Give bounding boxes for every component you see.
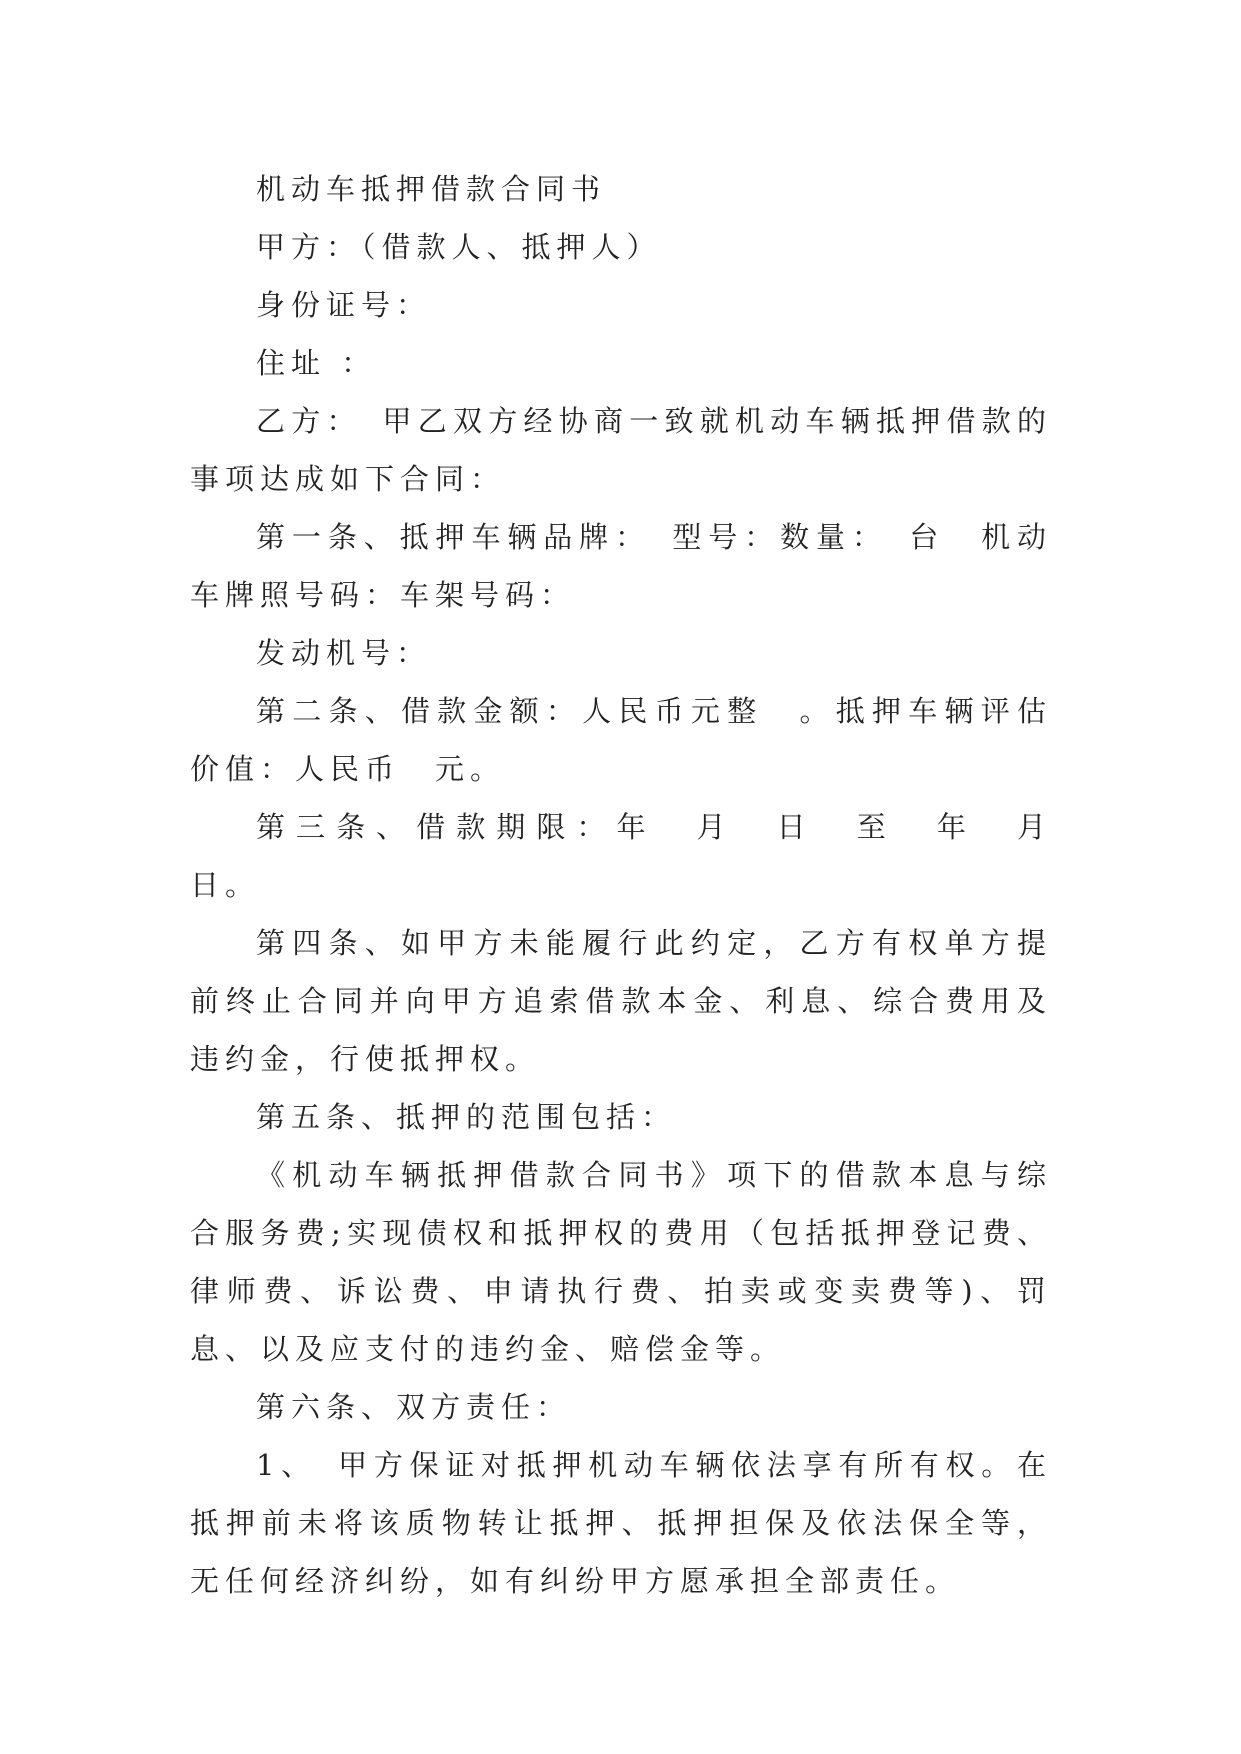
article-6-item-1-paragraph: 1、 甲方保证对抵押机动车辆依法享有所有权。在抵押前未将该质物转让抵押、抵押担保及依法保全等，无任何经济纠纷，如有纠纷甲方愿承担全部责任。 [190,1448,1052,1598]
article-2-paragraph: 第二条、借款金额：人民币元整 。抵押车辆评估价值：人民币 元。 [190,694,1052,786]
document-body [190,160,1088,1610]
article-5-detail-paragraph: 《机动车辆抵押借款合同书》项下的借款本息与综合服务费;实现债权和抵押权的费用（包括抵押登记费、律师费、诉讼费、申请执行费、拍卖或变卖费等)、罚息、以及应支付的违约金、赔偿金等。 [190,1158,1052,1366]
article-3-paragraph: 第三条、借款期限：年 月 日 至 年 月 日。 [190,810,1088,902]
article-1-paragraph: 第一条、抵押车辆品牌： 型号：数量： 台 机动车牌照号码：车架号码： [190,520,1052,612]
document-title: 机动车抵押借款合同书 [256,172,607,206]
party-b-paragraph: 乙方： 甲乙双方经协商一致就机动车辆抵押借款的事项达成如下合同： [190,404,1052,496]
address-line: 住址 ： [256,346,377,380]
party-a-line: 甲方：（借款人、抵押人） [256,230,662,264]
article-4-paragraph: 第四条、如甲方未能履行此约定，乙方有权单方提前终止合同并向甲方追索借款本金、利息、综合费用及违约金，行使抵押权。 [190,926,1052,1076]
engine-number-line: 发动机号： [256,636,432,670]
article-6-heading: 第六条、双方责任： [256,1390,572,1424]
id-number-line: 身份证号： [256,288,432,322]
article-5-heading: 第五条、抵押的范围包括： [256,1100,677,1134]
